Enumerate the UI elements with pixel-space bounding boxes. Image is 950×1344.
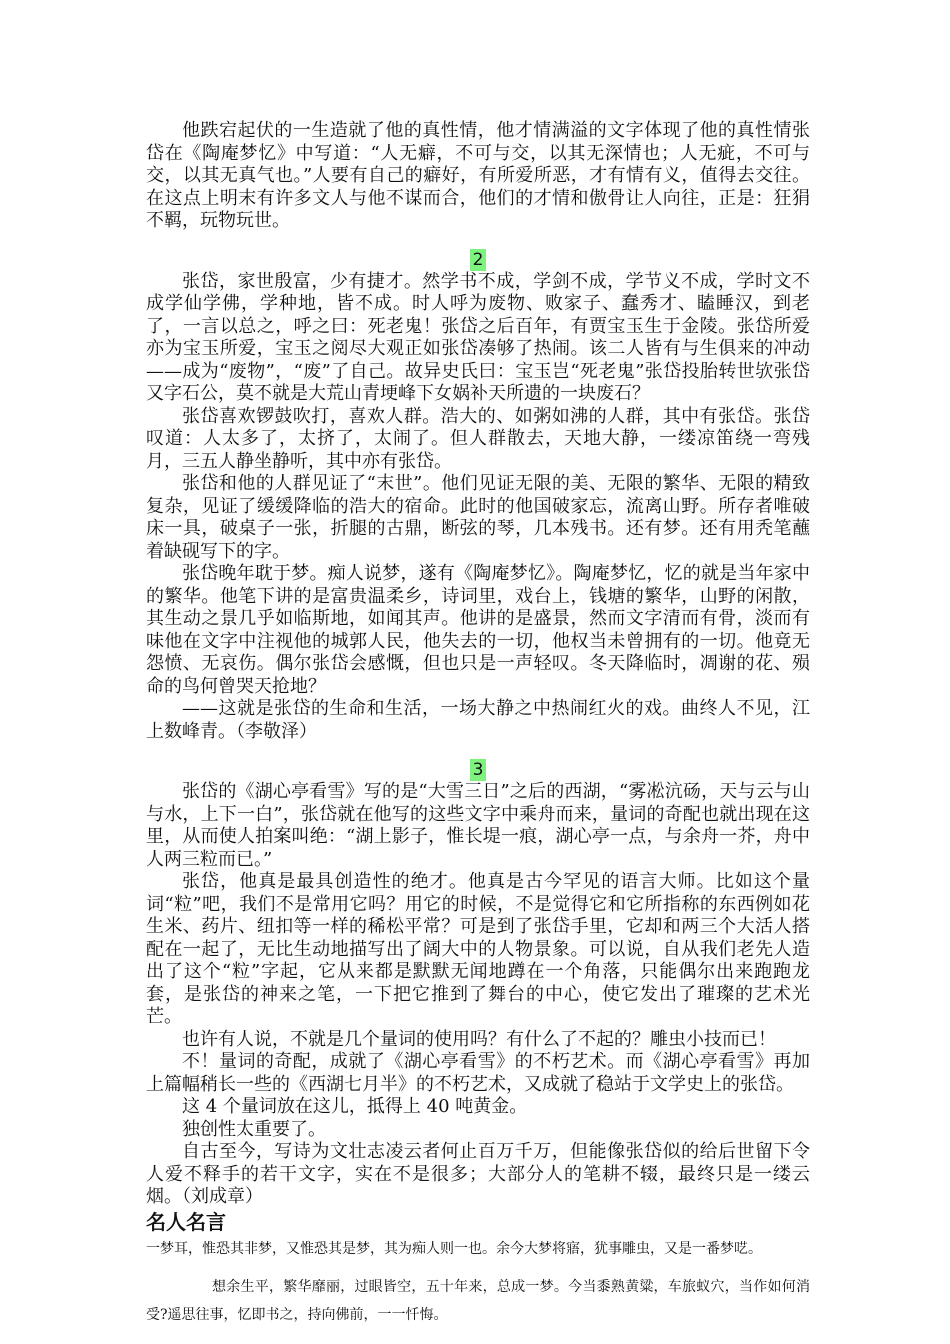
quotes-heading: 名人名言	[146, 1209, 226, 1234]
paragraph: 张岱和他的人群见证了“末世”。他们见证无限的美、无限的繁华、无限的精致复杂，见证了缓缓降临的浩大的宿命。此时的他国破家忘，流离山野。所存者唯破床一具，破桌子一张，折腿的古鼎，断弦的琴，几本残书。还有梦。还有用秃笔蘸着缺砚写下的字。	[146, 473, 810, 562]
section-1	[146, 120, 810, 233]
paragraph: ——这就是张岱的生命和生活，一场大静之中热闹红火的戏。曲终人不见，江上数峰青。（李敬泽）	[146, 698, 810, 742]
paragraph: 张岱晚年耽于梦。痴人说梦，遂有《陶庵梦忆》。陶庵梦忆，忆的就是当年家中的繁华。他笔下讲的是富贵温柔乡，诗词里，戏台上，钱塘的繁华，山野的闲散，其生动之景几乎如临斯地，如闻其声。他讲的是盛景，然而文字清而有骨，淡而有味他在文字中注视他的城郭人民，他失去的一切，他权当未曾拥有的一切。他竟无怨愤、无哀伤。偶尔张岱会感慨，但也只是一声轻叹。冬天降临时，凋谢的花、殒命的鸟何曾哭天抢地？	[146, 563, 810, 697]
document-page	[146, 120, 810, 1329]
section-number: 3	[470, 759, 486, 781]
quote-item: 一梦耳，惟恐其非梦，又惟恐其是梦，其为痴人则一也。余今大梦将寤，犹事雕虫，又是一番梦呓。	[146, 1240, 762, 1257]
section-number: 2	[470, 249, 486, 271]
paragraph: 不！量词的奇配，成就了《湖心亭看雪》的不朽艺术。而《湖心亭看雪》再加上篇幅稍长一些的《西湖七月半》的不朽艺术，又成就了稳站于文学史上的张岱。	[146, 1051, 810, 1095]
section-3	[146, 759, 810, 1209]
paragraph: 张岱，他真是最具创造性的绝才。他真是古今罕见的语言大师。比如这个量词“粒”吧，我们不是常用它吗？用它的时候，不是觉得它和它所指称的东西例如花生米、药片、纽扣等一样的稀松平常？可是到了张岱手里，它却和两三个大活人搭配在一起了，无比生动地描写出了阔大中的人物景象。可以说，自从我们老先人造出了这个“粒”字起，它从来都是默默无闻地蹲在一个角落，只能偶尔出来跑跑龙套，是张岱的神来之笔，一下把它推到了舞台的中心，使它发出了璀璨的艺术光芒。	[146, 871, 810, 1027]
quotes-section	[146, 1209, 810, 1329]
paragraph: 张岱的《湖心亭看雪》写的是“大雪三日”之后的西湖，“雾凇沆砀，天与云与山与水，上下一白”，张岱就在他写的这些文字中乘舟而来，量词的奇配也就出现在这里，从而使人拍案叫绝：“湖上影子，惟长堤一痕，湖心亭一点，与余舟一芥，舟中人两三粒而已。”	[146, 781, 810, 870]
section-2	[146, 249, 810, 744]
paragraph: 也许有人说，不就是几个量词的使用吗？有什么了不起的？雕虫小技而已！	[182, 1028, 776, 1050]
paragraph: 张岱喜欢锣鼓吹打，喜欢人群。浩大的、如粥如沸的人群，其中有张岱。张岱叹道：人太多了，太挤了，太闹了。但人群散去，天地大静，一缕凉笛绕一弯残月，三五人静坐静听，其中亦有张岱。	[146, 405, 810, 472]
paragraph: 自古至今，写诗为文壮志凌云者何止百万千万，但能像张岱似的给后世留下令人爱不释手的若干文字，实在不是很多；大部分人的笔耕不辍，最终只是一缕云烟。（刘成章）	[146, 1141, 810, 1207]
paragraph: 他跌宕起伏的一生造就了他的真性情，他才情满溢的文字体现了他的真性情张岱在《陶庵梦忆》中写道：“人无癖，不可与交，以其无深情也；人无疵，不可与交，以其无真气也。”人要有自己的癖好，有所爱所恶，才有情有义，值得去交往。在这点上明末有许多文人与他不谋而合，他们的才情和傲骨让人向往，正是：狂狷不羁，玩物玩世。	[146, 120, 810, 231]
paragraph: 张岱，家世殷富，少有捷才。然学书不成，学剑不成，学节义不成，学时文不成学仙学佛，学种地，皆不成。时人呼为废物、败家子、蠢秀才、瞌睡汉，到老了，一言以总之，呼之曰：死老鬼！张岱之后百年，有贾宝玉生于金陵。张岱所爱亦为宝玉所爱，宝玉之阅尽大观正如张岱凑够了热闹。该二人皆有与生俱来的冲动——成为“废物”，“废”了自己。故异史氏曰：宝玉岂“死老鬼”张岱投胎转世欤张岱又字石公，莫不就是大荒山青埂峰下女娲补天所遗的一块废石？	[146, 270, 810, 404]
paragraph: 这 4 个量词放在这儿，抵得上 40 吨黄金。	[182, 1096, 528, 1117]
paragraph: 独创性太重要了。	[182, 1118, 326, 1140]
quote-item: 想余生平，繁华靡丽，过眼皆空，五十年来，总成一梦。今当黍熟黄粱，车旅蚁穴，当作如何消受?遥思往事，忆即书之，持向佛前，一一忏悔。	[146, 1278, 810, 1323]
